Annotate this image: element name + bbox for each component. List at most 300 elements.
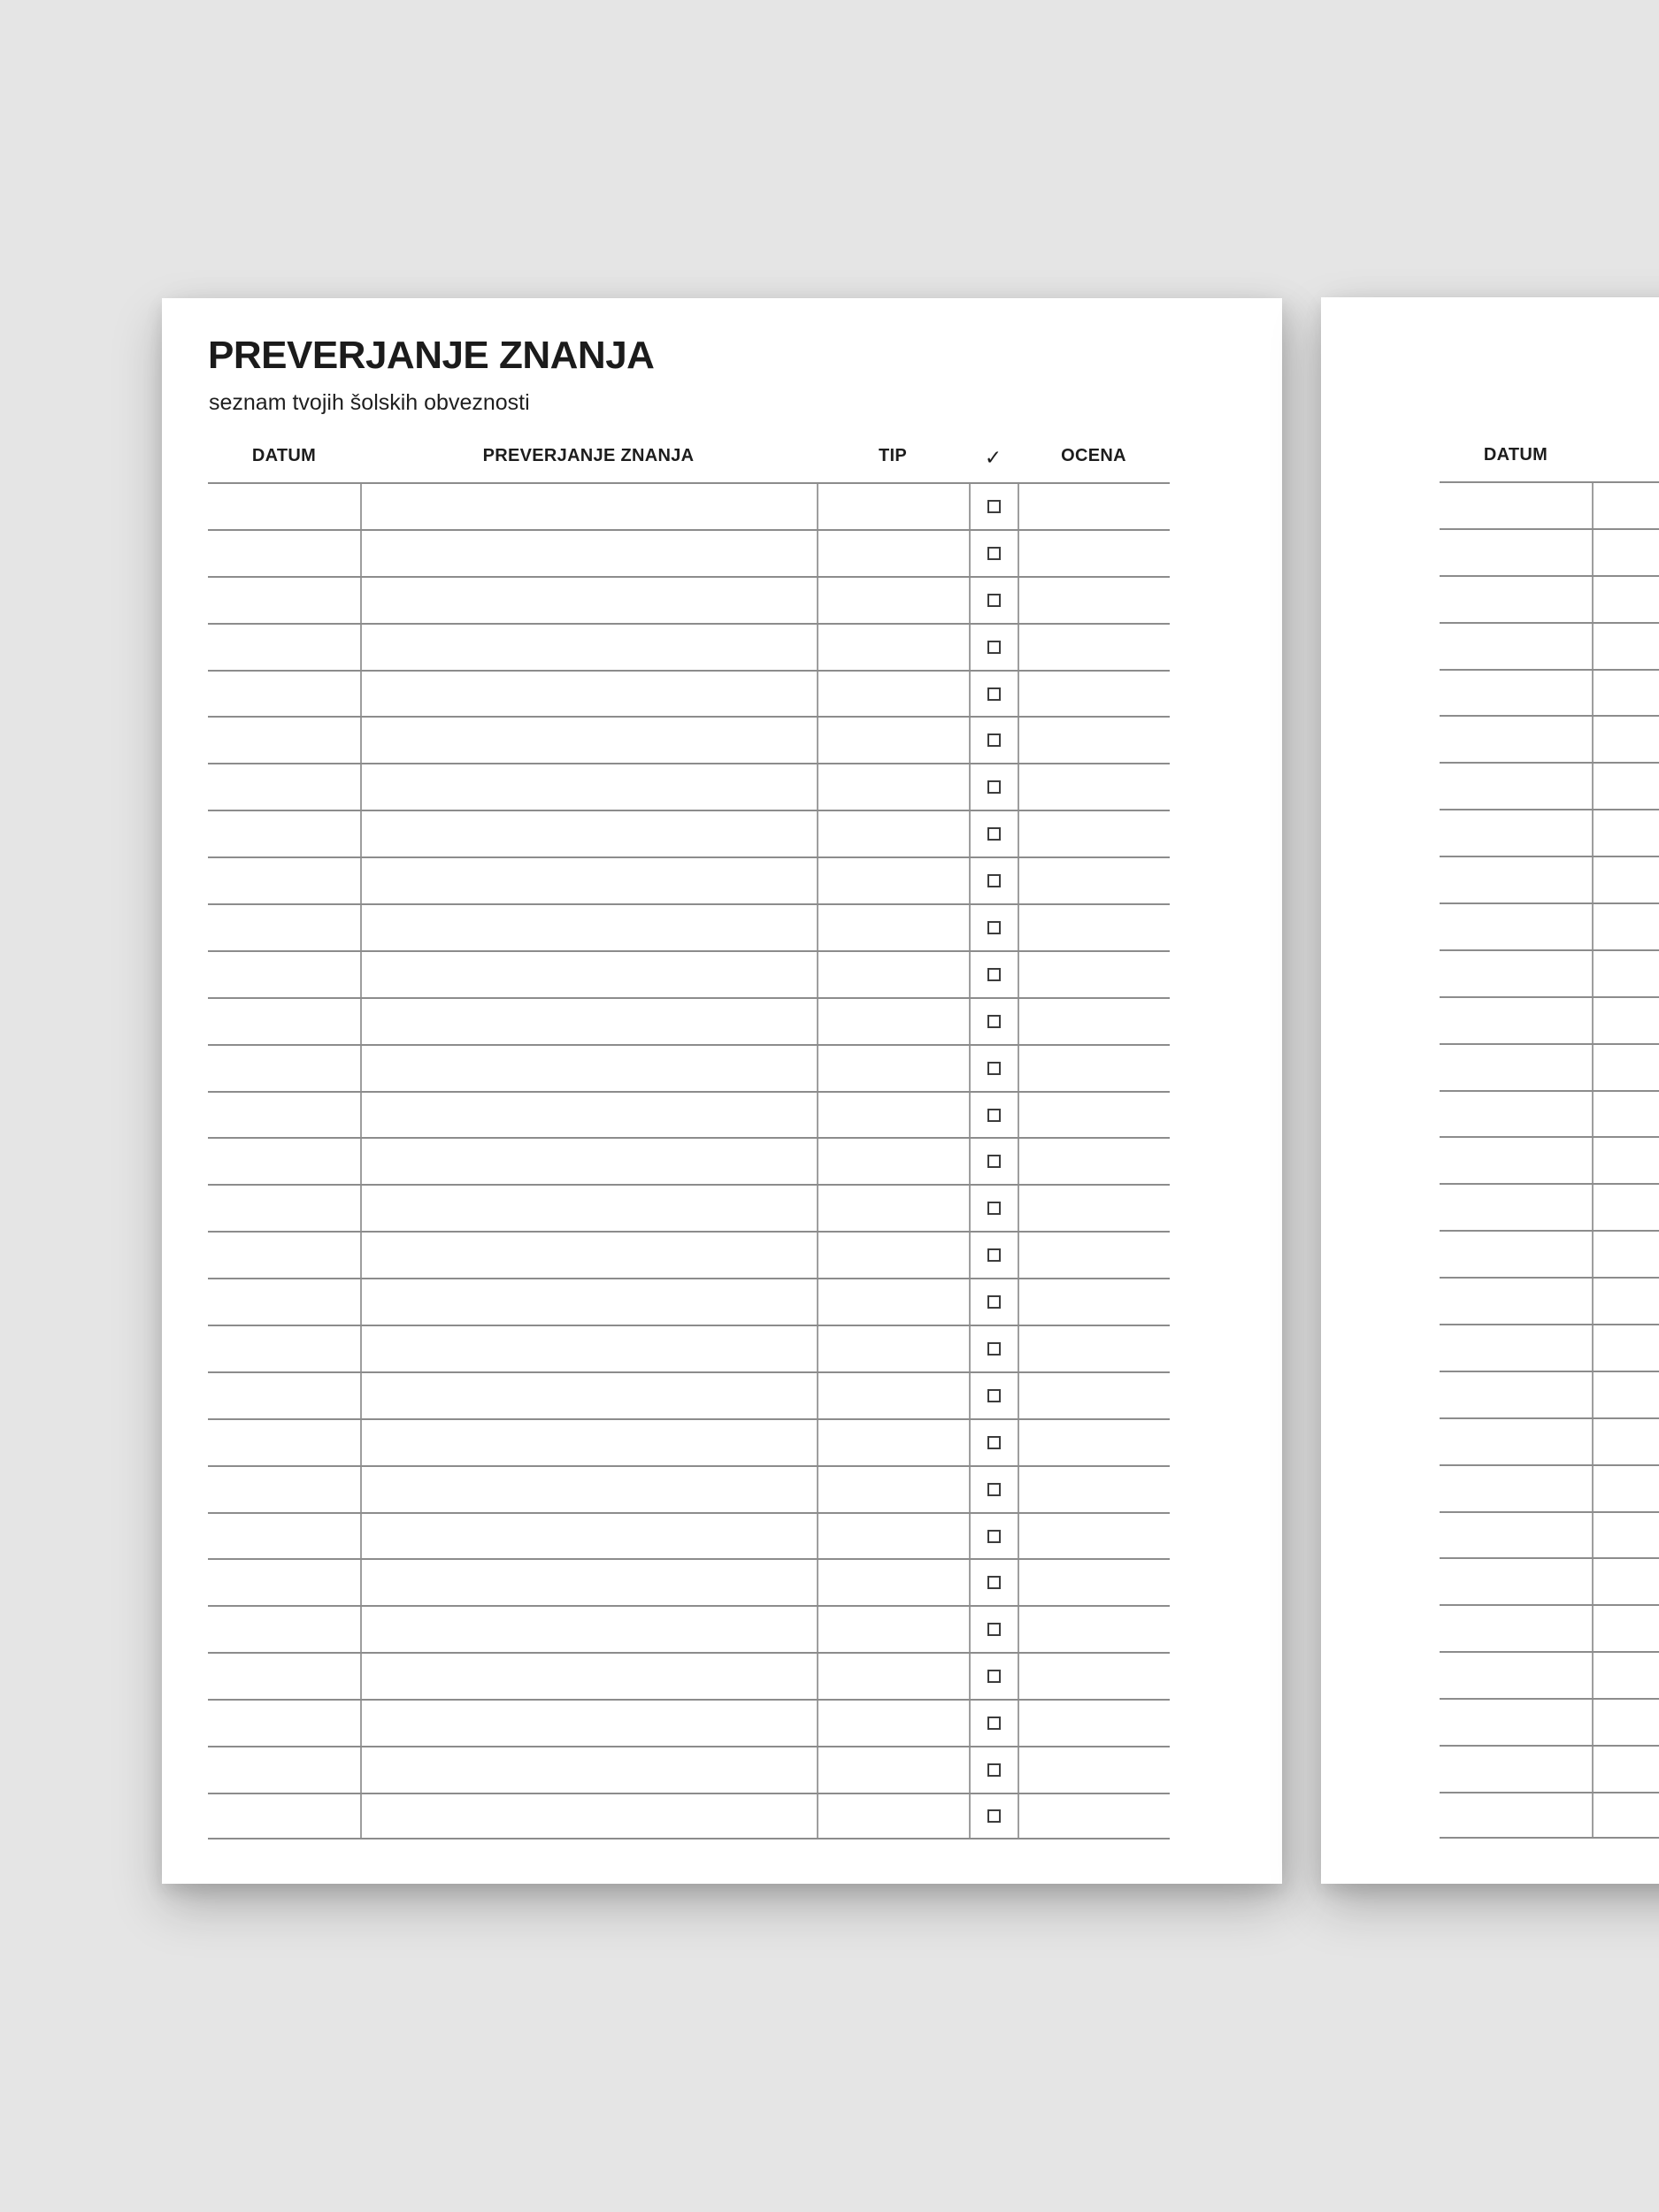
table-cell-datum — [1440, 1138, 1592, 1183]
table-row — [208, 997, 1170, 1044]
table-row — [1440, 1464, 1659, 1511]
checkbox-icon — [987, 874, 1001, 887]
table-cell-pz — [360, 718, 817, 763]
table-cell-ocena — [1018, 811, 1170, 856]
table-cell-datum — [1440, 1092, 1592, 1137]
table-cell-chk — [969, 952, 1018, 997]
table-cell-pz — [1592, 577, 1659, 622]
table-cell-datum — [208, 484, 360, 529]
table-cell-pz — [1592, 1372, 1659, 1417]
table-cell-tip — [817, 578, 969, 623]
checkbox-icon — [987, 780, 1001, 794]
table-cell-ocena — [1018, 1607, 1170, 1652]
table-cell-tip — [817, 1467, 969, 1512]
table-cell-chk — [969, 1794, 1018, 1838]
table-cell-tip — [817, 625, 969, 670]
table-cell-ocena — [1018, 672, 1170, 717]
table-row — [1440, 1557, 1659, 1604]
table-cell-datum — [1440, 1700, 1592, 1745]
table-cell-pz — [360, 1373, 817, 1418]
table-cell-datum — [208, 811, 360, 856]
table-cell-tip — [817, 764, 969, 810]
table-row — [208, 1091, 1170, 1138]
table-cell-chk — [969, 625, 1018, 670]
table-cell-pz — [1592, 1793, 1659, 1837]
col-header-offscreen — [1592, 445, 1659, 481]
checkbox-icon — [987, 1436, 1001, 1449]
table-cell-datum — [208, 764, 360, 810]
table-cell-datum — [1440, 717, 1592, 762]
table-cell-chk — [969, 905, 1018, 950]
table-cell-tip — [817, 1654, 969, 1699]
table-row — [208, 576, 1170, 623]
table-cell-ocena — [1018, 1279, 1170, 1325]
table-cell-ocena — [1018, 1233, 1170, 1278]
table-cell-pz — [360, 764, 817, 810]
table-cell-ocena — [1018, 1514, 1170, 1559]
table-cell-pz — [360, 1046, 817, 1091]
table-cell-chk — [969, 1514, 1018, 1559]
table-row — [208, 1325, 1170, 1371]
checkbox-icon — [987, 1763, 1001, 1777]
checkbox-icon — [987, 921, 1001, 934]
page-title: PREVERJANJE ZNANJA — [208, 334, 655, 377]
table-cell-chk — [969, 1747, 1018, 1793]
table-row — [208, 1699, 1170, 1746]
table-cell-datum — [208, 1747, 360, 1793]
table-cell-datum — [1440, 530, 1592, 575]
table-cell-datum — [1440, 1653, 1592, 1698]
col-header-datum: DATUM — [1483, 445, 1548, 465]
table-cell-chk — [969, 1467, 1018, 1512]
checkbox-icon — [987, 1530, 1001, 1543]
table-cell-datum — [208, 1794, 360, 1838]
table-row — [208, 810, 1170, 856]
page-2 — [1321, 297, 1659, 1884]
checkbox-icon — [987, 1483, 1001, 1496]
table-row — [1440, 1698, 1659, 1745]
checkbox-icon — [987, 594, 1001, 607]
table-cell-pz — [1592, 857, 1659, 902]
table-row — [208, 670, 1170, 717]
table-cell-datum — [1440, 764, 1592, 809]
table-body — [208, 482, 1170, 1839]
table-cell-chk — [969, 1186, 1018, 1231]
col-header-ocena: OCENA — [1061, 446, 1126, 465]
table-row — [208, 856, 1170, 903]
table-cell-ocena — [1018, 1467, 1170, 1512]
checkmark-icon: ✓ — [984, 446, 1002, 469]
table-cell-datum — [208, 999, 360, 1044]
table-cell-chk — [969, 1279, 1018, 1325]
table-row — [208, 1044, 1170, 1091]
table-cell-pz — [1592, 624, 1659, 669]
checkbox-icon — [987, 687, 1001, 701]
table-cell-tip — [817, 1139, 969, 1184]
page-1 — [162, 298, 1282, 1884]
table-cell-pz — [360, 811, 817, 856]
table-row — [1440, 575, 1659, 622]
table-cell-pz — [360, 1607, 817, 1652]
table-cell-pz — [360, 1794, 817, 1838]
table-cell-datum — [208, 1560, 360, 1605]
table-row — [1440, 949, 1659, 996]
table-row — [208, 1184, 1170, 1231]
table-cell-datum — [208, 1139, 360, 1184]
table-row — [208, 716, 1170, 763]
table-cell-ocena — [1018, 858, 1170, 903]
table-cell-ocena — [1018, 1747, 1170, 1793]
table-cell-chk — [969, 1233, 1018, 1278]
table-row — [1440, 1183, 1659, 1230]
table-cell-datum — [208, 1467, 360, 1512]
checkbox-icon — [987, 1295, 1001, 1309]
table-cell-pz — [1592, 951, 1659, 996]
table-cell-ocena — [1018, 952, 1170, 997]
table-row — [208, 1465, 1170, 1512]
table-cell-ocena — [1018, 1093, 1170, 1138]
table-cell-pz — [360, 1186, 817, 1231]
table-cell-pz — [1592, 810, 1659, 856]
table-cell-tip — [817, 484, 969, 529]
table-cell-tip — [817, 1560, 969, 1605]
table-cell-datum — [1440, 1513, 1592, 1558]
table-row — [208, 1793, 1170, 1839]
table-row — [208, 1371, 1170, 1418]
checkbox-icon — [987, 1015, 1001, 1028]
table-cell-chk — [969, 1607, 1018, 1652]
table-cell-tip — [817, 1373, 969, 1418]
checkbox-icon — [987, 1109, 1001, 1122]
table-cell-pz — [1592, 1232, 1659, 1277]
table-cell-datum — [1440, 577, 1592, 622]
table-cell-datum — [208, 1233, 360, 1278]
table-cell-pz — [1592, 717, 1659, 762]
table-cell-datum — [208, 1186, 360, 1231]
table-row — [208, 529, 1170, 576]
table-cell-datum — [208, 1514, 360, 1559]
table-row — [1440, 622, 1659, 669]
checkbox-icon — [987, 1576, 1001, 1589]
table-cell-datum — [1440, 624, 1592, 669]
table-row — [1440, 715, 1659, 762]
table-cell-pz — [360, 858, 817, 903]
table-cell-pz — [360, 1701, 817, 1746]
col-header-datum: DATUM — [251, 446, 317, 465]
table-cell-chk — [969, 484, 1018, 529]
table-row — [1440, 762, 1659, 809]
table-cell-chk — [969, 1560, 1018, 1605]
table-cell-datum — [208, 672, 360, 717]
table-cell-tip — [817, 952, 969, 997]
checkbox-icon — [987, 1623, 1001, 1636]
table-row — [1440, 528, 1659, 575]
col-header-tip: TIP — [878, 446, 907, 465]
table-cell-datum — [208, 1093, 360, 1138]
table-cell-tip — [817, 1794, 969, 1838]
table-cell-datum — [208, 1279, 360, 1325]
table-cell-chk — [969, 858, 1018, 903]
table-cell-tip — [817, 1514, 969, 1559]
table-row — [1440, 1371, 1659, 1417]
table-cell-datum — [1440, 857, 1592, 902]
table-cell-chk — [969, 1654, 1018, 1699]
table-cell-tip — [817, 1046, 969, 1091]
table-cell-pz — [1592, 904, 1659, 949]
table-cell-pz — [360, 905, 817, 950]
table-cell-datum — [1440, 1279, 1592, 1324]
table-cell-pz — [1592, 1559, 1659, 1604]
table-cell-pz — [1592, 1513, 1659, 1558]
table-row — [1440, 1277, 1659, 1324]
checkbox-icon — [987, 827, 1001, 841]
table-cell-tip — [817, 905, 969, 950]
table-cell-ocena — [1018, 1186, 1170, 1231]
table-row — [1440, 1136, 1659, 1183]
table-cell-pz — [360, 1514, 817, 1559]
table-row — [1440, 1604, 1659, 1651]
table-row — [208, 1512, 1170, 1559]
table-cell-pz — [1592, 1045, 1659, 1090]
table-cell-pz — [1592, 483, 1659, 528]
table-cell-datum — [208, 905, 360, 950]
table-cell-pz — [360, 1139, 817, 1184]
table-cell-datum — [1440, 1559, 1592, 1604]
table-cell-pz — [360, 1093, 817, 1138]
table-cell-pz — [360, 1326, 817, 1371]
table-cell-datum — [208, 531, 360, 576]
table-row — [208, 482, 1170, 529]
table-cell-tip — [817, 718, 969, 763]
table-row — [1440, 1043, 1659, 1090]
table-row — [1440, 1511, 1659, 1558]
table-cell-datum — [1440, 951, 1592, 996]
table-cell-tip — [817, 1093, 969, 1138]
table-cell-datum — [1440, 904, 1592, 949]
table-cell-tip — [817, 1326, 969, 1371]
table-cell-pz — [360, 1279, 817, 1325]
table-cell-pz — [1592, 1466, 1659, 1511]
table-cell-ocena — [1018, 1794, 1170, 1838]
checkbox-icon — [987, 1389, 1001, 1402]
table-row — [1440, 996, 1659, 1043]
table-cell-tip — [817, 672, 969, 717]
table-cell-datum — [1440, 1185, 1592, 1230]
table-cell-pz — [360, 1467, 817, 1512]
table-cell-pz — [1592, 1279, 1659, 1324]
table-row — [1440, 902, 1659, 949]
table-row — [1440, 1230, 1659, 1277]
table-cell-pz — [1592, 1092, 1659, 1137]
table-cell-pz — [1592, 1606, 1659, 1651]
assessment-table-continued — [1440, 445, 1659, 1839]
table-cell-chk — [969, 718, 1018, 763]
checkbox-icon — [987, 968, 1001, 981]
table-cell-chk — [969, 999, 1018, 1044]
table-row — [1440, 1090, 1659, 1137]
table-row — [208, 623, 1170, 670]
table-cell-pz — [1592, 764, 1659, 809]
table-cell-datum — [208, 578, 360, 623]
table-row — [1440, 1745, 1659, 1792]
checkbox-icon — [987, 1717, 1001, 1730]
table-cell-datum — [1440, 810, 1592, 856]
table-cell-datum — [208, 1326, 360, 1371]
table-row — [208, 1605, 1170, 1652]
table-cell-datum — [208, 1373, 360, 1418]
table-cell-chk — [969, 531, 1018, 576]
table-cell-tip — [817, 1233, 969, 1278]
table-cell-tip — [817, 858, 969, 903]
table-cell-ocena — [1018, 484, 1170, 529]
table-cell-datum — [208, 1607, 360, 1652]
table-cell-pz — [360, 1560, 817, 1605]
table-header-row — [208, 446, 1170, 482]
table-cell-datum — [1440, 1419, 1592, 1464]
table-cell-pz — [1592, 1747, 1659, 1792]
table-cell-pz — [1592, 1419, 1659, 1464]
table-cell-tip — [817, 1420, 969, 1465]
table-row — [1440, 1324, 1659, 1371]
table-cell-datum — [1440, 1466, 1592, 1511]
table-cell-pz — [360, 531, 817, 576]
table-cell-ocena — [1018, 1373, 1170, 1418]
table-cell-chk — [969, 811, 1018, 856]
table-cell-tip — [817, 531, 969, 576]
table-row — [208, 950, 1170, 997]
checkbox-icon — [987, 547, 1001, 560]
table-cell-chk — [969, 672, 1018, 717]
table-cell-ocena — [1018, 764, 1170, 810]
table-cell-ocena — [1018, 905, 1170, 950]
checkbox-icon — [987, 1062, 1001, 1075]
checkbox-icon — [987, 1670, 1001, 1683]
table-cell-datum — [208, 625, 360, 670]
table-cell-datum — [208, 952, 360, 997]
table-cell-pz — [1592, 1700, 1659, 1745]
table-cell-chk — [969, 1373, 1018, 1418]
checkbox-icon — [987, 1248, 1001, 1262]
table-cell-datum — [1440, 1325, 1592, 1371]
checkbox-icon — [987, 1809, 1001, 1823]
table-cell-datum — [208, 1701, 360, 1746]
table-cell-pz — [1592, 1138, 1659, 1183]
table-cell-datum — [1440, 671, 1592, 716]
table-cell-pz — [360, 999, 817, 1044]
table-cell-datum — [1440, 1232, 1592, 1277]
checkbox-icon — [987, 1155, 1001, 1168]
table-cell-ocena — [1018, 1139, 1170, 1184]
table-cell-pz — [360, 578, 817, 623]
table-cell-datum — [208, 858, 360, 903]
table-row — [1440, 669, 1659, 716]
table-cell-datum — [1440, 1606, 1592, 1651]
table-cell-chk — [969, 1701, 1018, 1746]
table-cell-ocena — [1018, 625, 1170, 670]
table-cell-datum — [1440, 1045, 1592, 1090]
table-cell-tip — [817, 1747, 969, 1793]
table-cell-pz — [1592, 530, 1659, 575]
table-cell-datum — [208, 718, 360, 763]
table-cell-chk — [969, 1420, 1018, 1465]
table-cell-pz — [1592, 1325, 1659, 1371]
table-body — [1440, 481, 1659, 1839]
table-cell-chk — [969, 1326, 1018, 1371]
table-cell-tip — [817, 999, 969, 1044]
table-cell-chk — [969, 1093, 1018, 1138]
table-row — [208, 1558, 1170, 1605]
table-cell-ocena — [1018, 999, 1170, 1044]
page-subtitle: seznam tvojih šolskih obveznosti — [209, 390, 530, 415]
table-cell-pz — [360, 672, 817, 717]
table-cell-pz — [360, 1233, 817, 1278]
table-cell-ocena — [1018, 531, 1170, 576]
table-row — [208, 1418, 1170, 1465]
table-row — [208, 763, 1170, 810]
table-row — [1440, 1651, 1659, 1698]
table-cell-chk — [969, 578, 1018, 623]
table-cell-ocena — [1018, 1701, 1170, 1746]
table-cell-ocena — [1018, 1326, 1170, 1371]
table-cell-tip — [817, 1279, 969, 1325]
table-cell-tip — [817, 1186, 969, 1231]
checkbox-icon — [987, 641, 1001, 654]
table-cell-pz — [360, 1654, 817, 1699]
table-cell-datum — [1440, 998, 1592, 1043]
table-cell-pz — [1592, 1185, 1659, 1230]
table-cell-ocena — [1018, 578, 1170, 623]
table-row — [208, 1231, 1170, 1278]
table-row — [1440, 856, 1659, 902]
table-row — [208, 903, 1170, 950]
table-cell-tip — [817, 1607, 969, 1652]
table-cell-datum — [1440, 483, 1592, 528]
table-cell-ocena — [1018, 718, 1170, 763]
checkbox-icon — [987, 1342, 1001, 1356]
col-header-preverjanje-znanja: PREVERJANJE ZNANJA — [482, 446, 695, 465]
table-row — [208, 1137, 1170, 1184]
table-cell-ocena — [1018, 1654, 1170, 1699]
table-row — [1440, 481, 1659, 528]
table-cell-pz — [360, 952, 817, 997]
table-cell-pz — [360, 625, 817, 670]
table-header-row — [1440, 445, 1659, 481]
table-cell-ocena — [1018, 1560, 1170, 1605]
table-cell-datum — [208, 1420, 360, 1465]
table-cell-chk — [969, 1046, 1018, 1091]
table-row — [1440, 809, 1659, 856]
table-cell-chk — [969, 764, 1018, 810]
table-cell-pz — [360, 1420, 817, 1465]
table-cell-pz — [1592, 671, 1659, 716]
table-row — [208, 1652, 1170, 1699]
checkbox-icon — [987, 733, 1001, 747]
checkbox-icon — [987, 1202, 1001, 1215]
checkbox-icon — [987, 500, 1001, 513]
table-cell-datum — [1440, 1747, 1592, 1792]
table-cell-datum — [1440, 1372, 1592, 1417]
assessment-table — [208, 446, 1170, 1839]
table-row — [1440, 1792, 1659, 1839]
table-cell-pz — [360, 1747, 817, 1793]
table-cell-tip — [817, 811, 969, 856]
table-cell-datum — [1440, 1793, 1592, 1837]
table-row — [208, 1278, 1170, 1325]
table-cell-tip — [817, 1701, 969, 1746]
table-cell-pz — [360, 484, 817, 529]
table-cell-datum — [208, 1046, 360, 1091]
table-cell-ocena — [1018, 1420, 1170, 1465]
